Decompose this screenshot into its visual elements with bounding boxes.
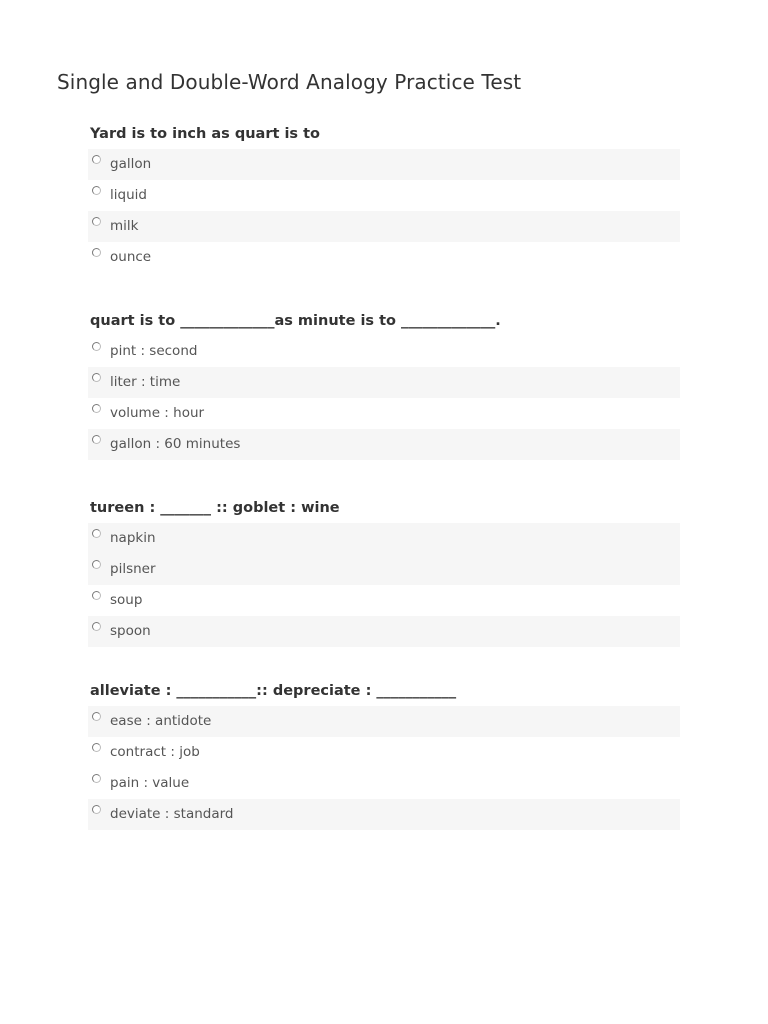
option-gallon[interactable] bbox=[88, 149, 680, 180]
option-label: volume : hour bbox=[110, 405, 205, 421]
option-label: spoon bbox=[110, 623, 151, 639]
radio-button[interactable] bbox=[92, 342, 101, 351]
option-list bbox=[88, 336, 680, 460]
option-label: milk bbox=[110, 218, 139, 234]
option-milk[interactable] bbox=[88, 211, 680, 242]
option-liquid[interactable] bbox=[88, 180, 680, 211]
option-label: pilsner bbox=[110, 561, 156, 577]
option-label: napkin bbox=[110, 530, 156, 546]
page-title: Single and Double-Word Analogy Practice Test bbox=[57, 70, 522, 94]
option-pain-value[interactable] bbox=[88, 768, 680, 799]
option-deviate-standard[interactable] bbox=[88, 799, 680, 830]
option-list bbox=[88, 523, 680, 647]
option-label: deviate : standard bbox=[110, 806, 234, 822]
radio-button[interactable] bbox=[92, 248, 101, 257]
radio-button[interactable] bbox=[92, 622, 101, 631]
option-list bbox=[88, 149, 680, 273]
question-1 bbox=[88, 119, 680, 273]
question-text: Yard is to inch as quart is to bbox=[90, 126, 321, 142]
radio-button[interactable] bbox=[92, 743, 101, 752]
option-label: contract : job bbox=[110, 744, 200, 760]
option-napkin[interactable] bbox=[88, 523, 680, 554]
option-spoon[interactable] bbox=[88, 616, 680, 647]
option-ease-antidote[interactable] bbox=[88, 706, 680, 737]
option-label: gallon : 60 minutes bbox=[110, 436, 241, 452]
option-label: liter : time bbox=[110, 374, 181, 390]
question-text: tureen : _______ :: goblet : wine bbox=[90, 500, 340, 516]
radio-button[interactable] bbox=[92, 186, 101, 195]
option-label: liquid bbox=[110, 187, 147, 203]
option-contract-job[interactable] bbox=[88, 737, 680, 768]
option-label: pint : second bbox=[110, 343, 198, 359]
option-gallon-60-minutes[interactable] bbox=[88, 429, 680, 460]
question-text: quart is to _____________as minute is to _____________. bbox=[90, 313, 501, 329]
option-label: ounce bbox=[110, 249, 152, 265]
option-soup[interactable] bbox=[88, 585, 680, 616]
radio-button[interactable] bbox=[92, 774, 101, 783]
radio-button[interactable] bbox=[92, 805, 101, 814]
option-label: ease : antidote bbox=[110, 713, 212, 729]
radio-button[interactable] bbox=[92, 529, 101, 538]
radio-button[interactable] bbox=[92, 373, 101, 382]
question-2 bbox=[88, 306, 680, 460]
radio-button[interactable] bbox=[92, 712, 101, 721]
option-ounce[interactable] bbox=[88, 242, 680, 273]
option-list bbox=[88, 706, 680, 830]
radio-button[interactable] bbox=[92, 155, 101, 164]
option-label: soup bbox=[110, 592, 143, 608]
question-4 bbox=[88, 676, 680, 830]
question-text: alleviate : ___________:: depreciate : ___________ bbox=[90, 683, 457, 699]
option-liter-time[interactable] bbox=[88, 367, 680, 398]
option-pint-second[interactable] bbox=[88, 336, 680, 367]
option-label: pain : value bbox=[110, 775, 190, 791]
option-pilsner[interactable] bbox=[88, 554, 680, 585]
radio-button[interactable] bbox=[92, 591, 101, 600]
option-label: gallon bbox=[110, 156, 152, 172]
radio-button[interactable] bbox=[92, 435, 101, 444]
question-3 bbox=[88, 493, 680, 647]
radio-button[interactable] bbox=[92, 217, 101, 226]
radio-button[interactable] bbox=[92, 560, 101, 569]
radio-button[interactable] bbox=[92, 404, 101, 413]
option-volume-hour[interactable] bbox=[88, 398, 680, 429]
